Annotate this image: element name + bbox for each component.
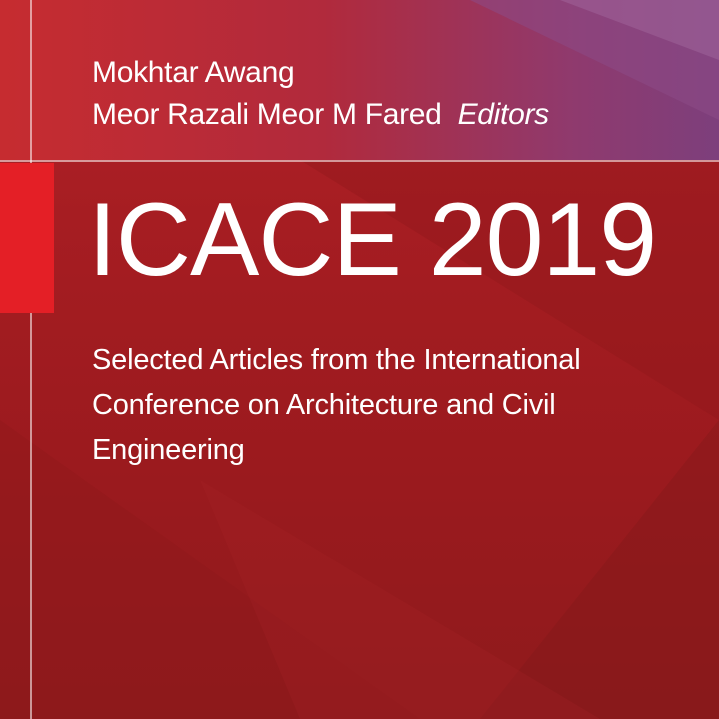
title-accent-bar — [0, 163, 54, 313]
editor-name: Mokhtar Awang — [92, 56, 295, 89]
editor-name: Meor Razali Meor M Fared — [92, 98, 442, 131]
book-title: ICACE 2019 — [88, 182, 657, 298]
editors-role-label: Editors — [457, 98, 549, 131]
book-subtitle: Selected Articles from the International Conference on Architecture and Civil Engineering — [92, 344, 581, 466]
top-divider-line — [0, 160, 719, 162]
editors-block — [92, 52, 549, 136]
left-vertical-rule — [30, 0, 32, 719]
editor-line-2 — [92, 94, 549, 136]
